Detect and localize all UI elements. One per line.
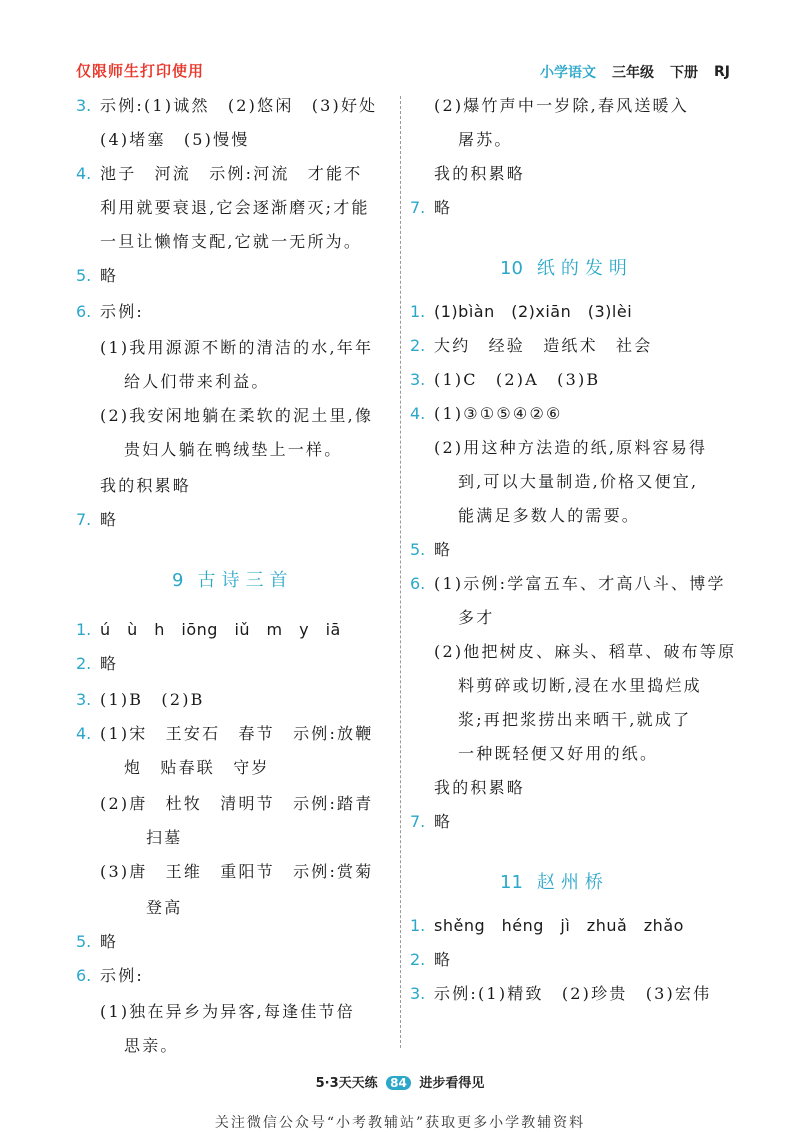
answer-line [410,984,711,1004]
answer-text: ú ù h iōng iǔ m y iā [100,620,341,639]
answer-text: 略 [100,932,119,951]
answer-line [410,370,600,390]
answer-text: 略 [100,266,119,285]
footer-brand: 5·3天天练 [315,1076,378,1091]
item-number: 4. [76,724,92,743]
answer-line [76,654,118,674]
answer-text: 大约 经验 造纸术 社会 [434,336,653,355]
answer-line: 给人们带来利益。 [124,372,270,391]
answer-line [410,404,563,424]
section-title: 古诗三首 [197,570,294,591]
answer-text: 略 [100,510,119,529]
answer-text: 示例:(1)精致 (2)珍贵 (3)宏伟 [434,984,712,1003]
grade-label: 三年级 [612,65,654,81]
answer-text: shěng héng jì zhuǎ zhǎo [434,916,684,935]
answer-line: 利用就要衰退,它会逐渐磨灭;才能 [100,198,370,217]
section-title: 纸的发明 [536,258,633,279]
answer-line: 登高 [146,898,183,917]
answer-line: (1)独在异乡为异客,每逢佳节倍 [100,1002,355,1021]
answer-line: 浆;再把浆捞出来晒干,就成了 [458,710,692,729]
answer-line: (2)爆竹声中一岁除,春风送暖入 [434,96,689,115]
answer-text: 示例: [100,302,144,321]
answer-line [76,620,341,640]
footer-slogan: 进步看得见 [419,1076,485,1091]
page-footer [0,1072,800,1091]
answer-text: 示例:(1)诚然 (2)悠闲 (3)好处 [100,96,378,115]
answer-line: (2)我安闲地躺在柔软的泥土里,像 [100,406,374,425]
answer-line: (3)唐 王维 重阳节 示例:赏菊 [100,862,374,881]
header-meta [540,62,730,82]
item-number: 4. [410,404,426,423]
answer-line [76,510,118,530]
answer-text: (1)③①⑤④②⑥ [434,404,563,423]
answer-text: 略 [100,654,119,673]
section-title: 赵州桥 [536,872,609,893]
answer-line: 我的积累略 [100,476,192,495]
edition-label: RJ [714,64,730,80]
answer-line [76,266,118,286]
answer-text: 略 [434,950,453,969]
item-number: 2. [76,654,92,673]
answer-line [410,302,632,322]
answer-text: (1)B (2)B [100,690,205,709]
answer-line [410,916,684,936]
answer-line: (2)用这种方法造的纸,原料容易得 [434,438,708,457]
item-number: 3. [410,370,426,389]
answer-line [76,724,373,744]
answer-text: 示例: [100,966,144,985]
section-number: 11 [500,872,523,893]
answer-line: 一旦让懒惰支配,它就一无所为。 [100,232,363,251]
answer-line: 我的积累略 [434,778,526,797]
answer-line: 贵妇人躺在鸭绒垫上一样。 [124,440,343,459]
answer-line: 炮 贴春联 守岁 [124,758,270,777]
answer-line [76,96,377,116]
term-label: 下册 [670,65,698,81]
item-number: 5. [76,932,92,951]
answer-line [76,932,118,952]
answer-text: (1)示例:学富五车、才高八斗、博学 [434,574,726,593]
item-number: 2. [410,336,426,355]
answer-line [410,336,652,356]
answer-text: (1)bìàn (2)xiān (3)lèi [434,302,633,321]
item-number: 7. [410,198,426,217]
answer-line: (1)我用源源不断的清洁的水,年年 [100,338,374,357]
item-number: 4. [76,164,92,183]
item-number: 3. [76,96,92,115]
section-number: 10 [500,258,523,279]
answer-line [410,540,452,560]
answer-line: (4)堵塞 (5)慢慢 [100,130,250,149]
answer-text: 略 [434,540,453,559]
promo-note: 关注微信公众号“小考教辅站”获取更多小学教辅资料 [214,1115,586,1131]
answer-line: 能满足多数人的需要。 [458,506,641,525]
item-number: 1. [76,620,92,639]
header-restriction: 仅限师生打印使用 [76,62,205,80]
answer-line: 思亲。 [124,1036,179,1055]
section-heading-10 [500,254,633,280]
section-heading-9 [172,566,293,592]
subject-label: 小学语文 [540,65,596,81]
answer-line [76,302,144,322]
answer-line: 多才 [458,608,495,627]
item-number: 3. [410,984,426,1003]
answer-line [76,690,205,710]
answer-line: (2)他把树皮、麻头、稻草、破布等原 [434,642,737,661]
item-number: 1. [410,302,426,321]
answer-line: 料剪碎或切断,浸在水里捣烂成 [458,676,702,695]
answer-text: (1)C (2)A (3)B [434,370,601,389]
section-number: 9 [172,570,184,591]
answer-text: 略 [434,198,453,217]
answer-text: 略 [434,812,453,831]
item-number: 5. [76,266,92,285]
answer-line: 扫墓 [146,828,183,847]
answer-line: (2)唐 杜牧 清明节 示例:踏青 [100,794,374,813]
answer-text: 池子 河流 示例:河流 才能不 [100,164,363,183]
item-number: 6. [76,966,92,985]
item-number: 6. [410,574,426,593]
answer-text: (1)宋 王安石 春节 示例:放鞭 [100,724,374,743]
answer-line [410,198,452,218]
answer-line [410,950,452,970]
item-number: 7. [76,510,92,529]
item-number: 3. [76,690,92,709]
answer-line [76,966,144,986]
answer-line [76,164,362,184]
item-number: 2. [410,950,426,969]
answer-line: 一种既轻便又好用的纸。 [458,744,659,763]
item-number: 7. [410,812,426,831]
answer-line: 到,可以大量制造,价格又便宜, [458,472,699,491]
answer-line: 屠苏。 [458,130,513,149]
column-divider [400,96,401,1048]
answer-line [410,574,726,594]
answer-line [410,812,452,832]
item-number: 1. [410,916,426,935]
item-number: 5. [410,540,426,559]
answer-line: 我的积累略 [434,164,526,183]
page-number-badge: 84 [386,1076,411,1090]
item-number: 6. [76,302,92,321]
section-heading-11 [500,868,609,894]
